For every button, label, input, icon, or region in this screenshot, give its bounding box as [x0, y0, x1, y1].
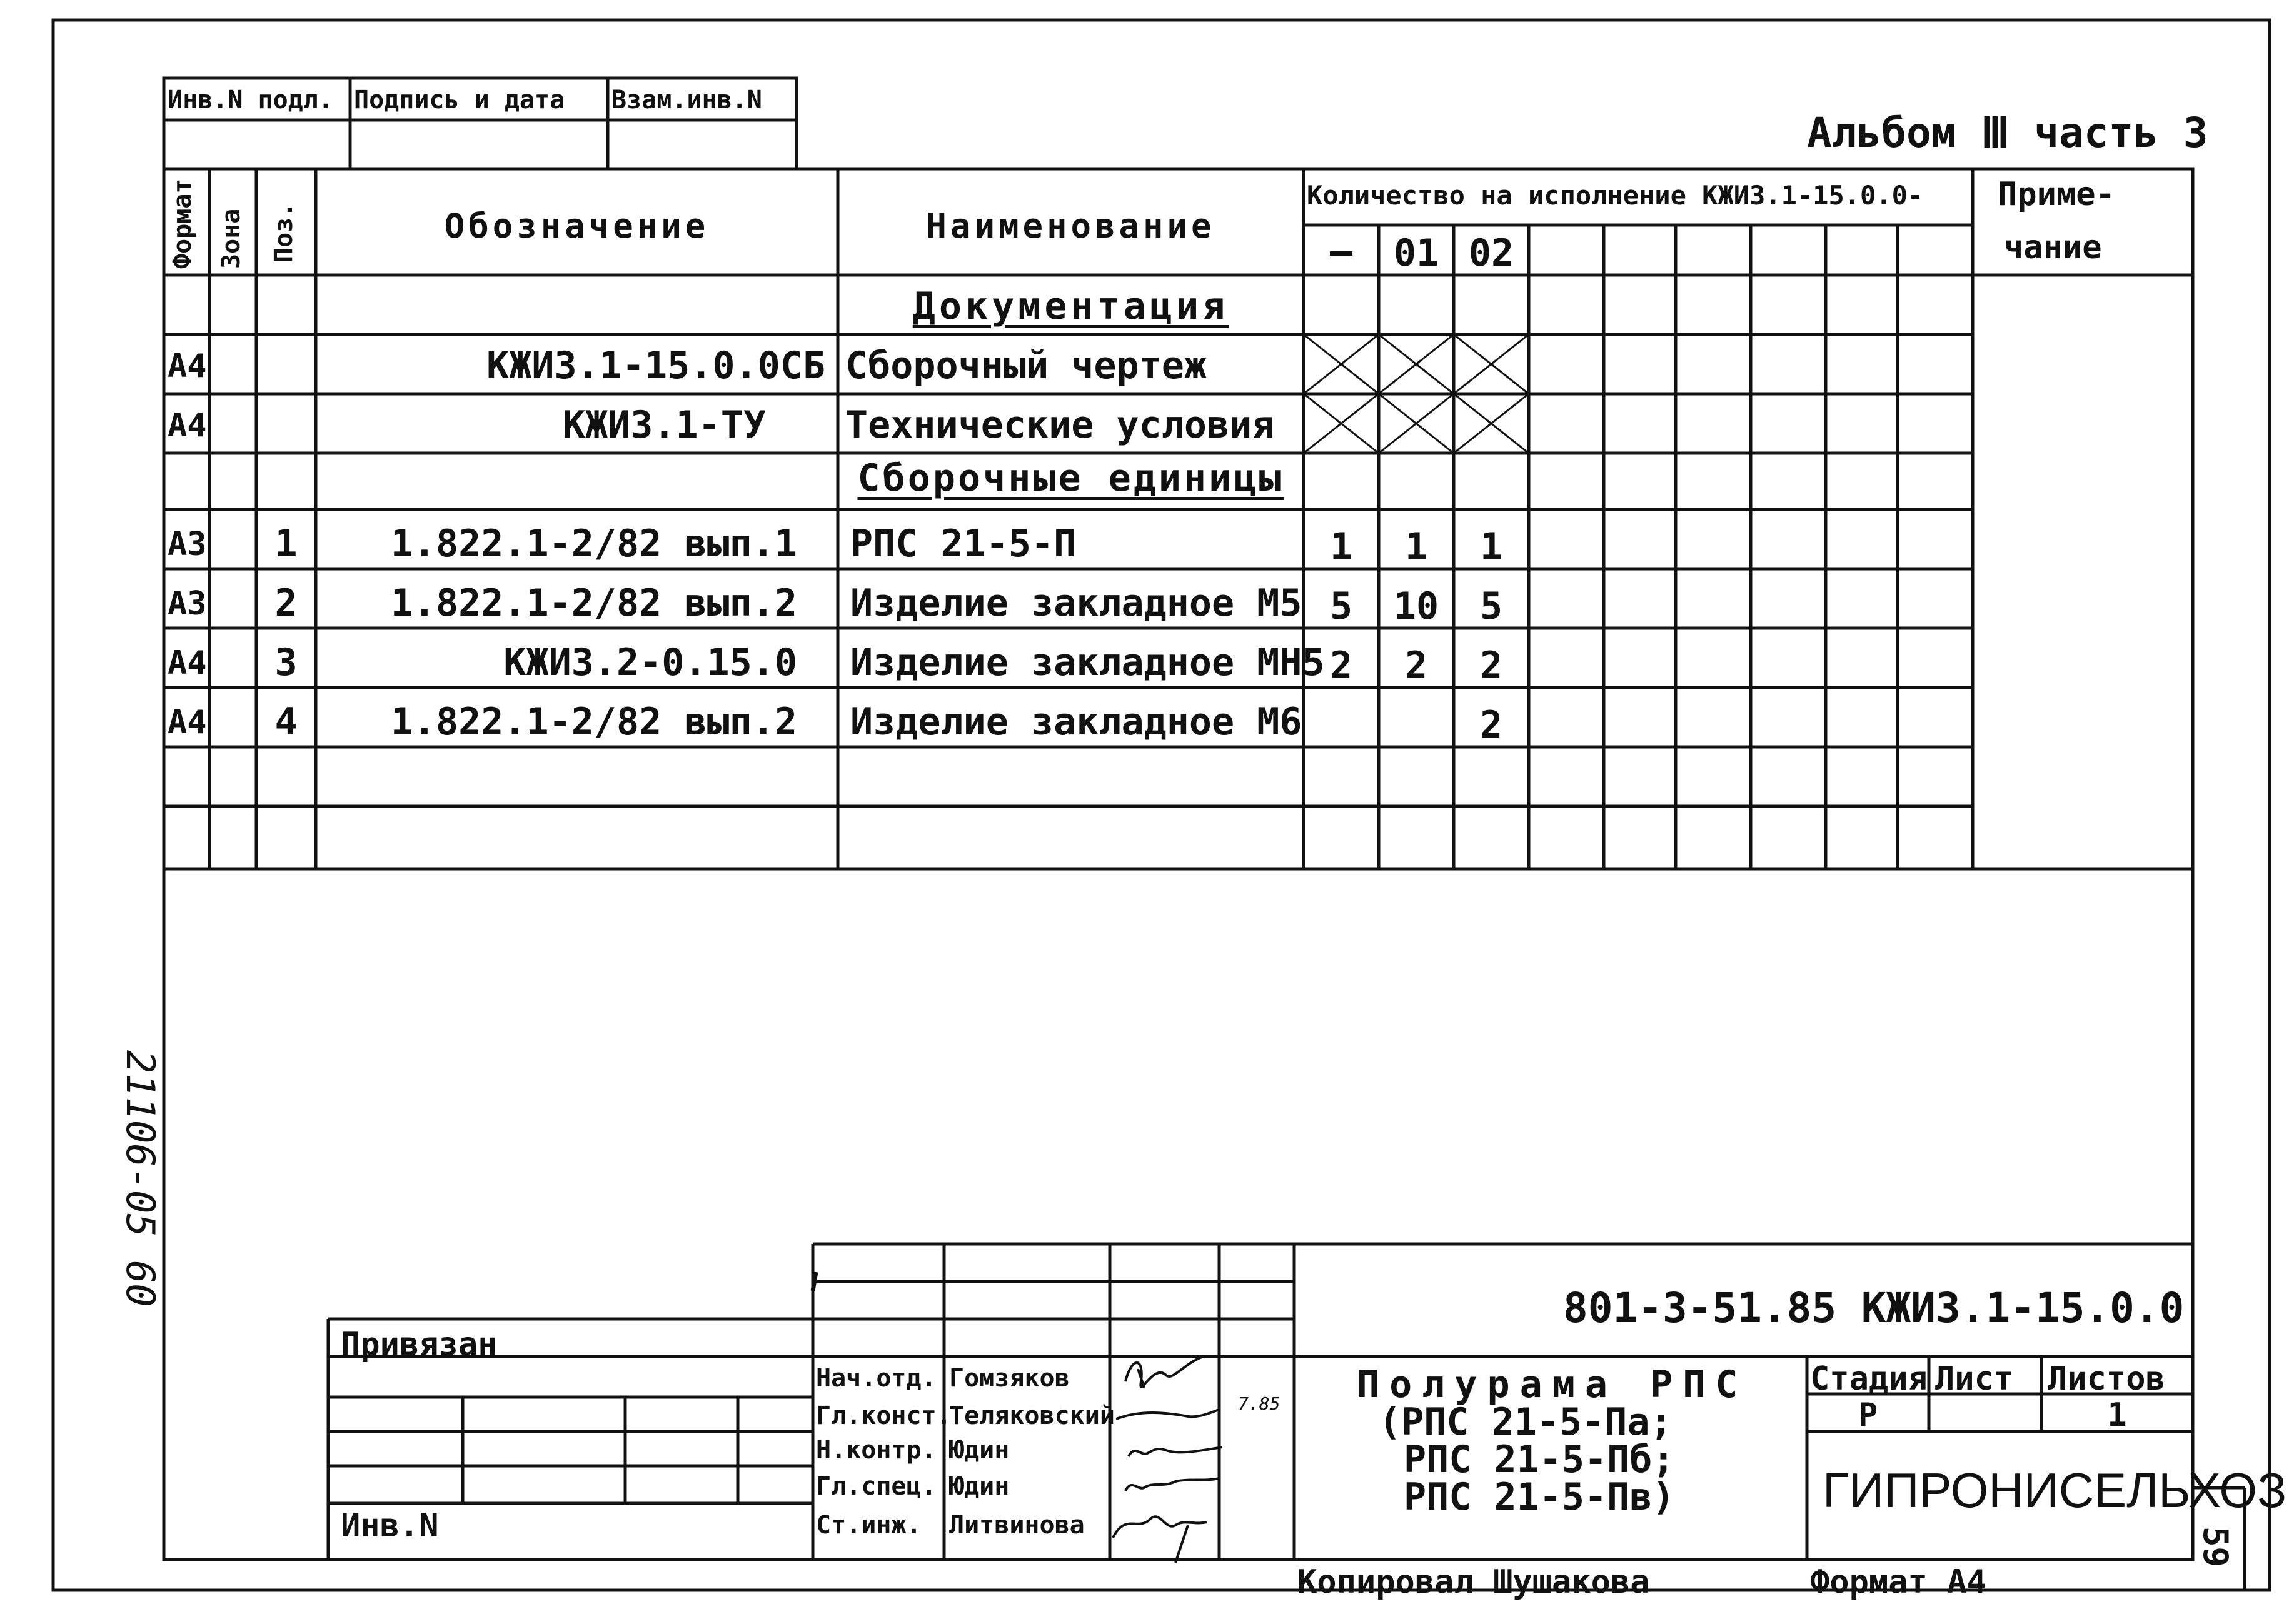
stage-value-listov: 1	[2107, 1396, 2127, 1434]
signer-role: Нач.отд.	[816, 1364, 937, 1393]
row-naimen: Изделие закладное М5	[850, 581, 1302, 625]
row-naimen: РПС 21-5-П	[850, 522, 1077, 566]
sign-date: 7.85	[1238, 1393, 1280, 1414]
page-number: 59	[2196, 1526, 2235, 1568]
row-qty: 2	[1404, 644, 1428, 688]
row-oboznach: 1.822.1-2/82 вып.2	[390, 581, 797, 625]
row-qty: 2	[1479, 644, 1503, 688]
header-kolich: Количество на исполнение КЖИ3.1-15.0.0-	[1307, 180, 1924, 211]
header-zona: Зона	[217, 208, 246, 269]
privyazan-label: Привязан	[341, 1326, 498, 1363]
row-format: А4	[168, 348, 207, 385]
signature-strokes	[1113, 1356, 1222, 1563]
signer-role: Гл.спец.	[816, 1472, 937, 1501]
stamp-podpis: Подпись и дата	[354, 86, 565, 114]
title-line-1: Полурама РПС	[1357, 1363, 1748, 1406]
stage-label-listov: Листов	[2048, 1360, 2165, 1398]
signer-name: Литвинова	[949, 1511, 1085, 1540]
doc-code: 801-3-51.85 КЖИ3.1-15.0.0	[1563, 1284, 2185, 1332]
row-poz: 4	[274, 700, 298, 744]
title-line-3: РПС 21-5-Пб;	[1404, 1438, 1675, 1481]
album-label: Альбом Ⅲ часть 3	[1807, 109, 2208, 157]
row-poz: 2	[274, 581, 298, 625]
stage-value-stadiya: Р	[1858, 1396, 1878, 1434]
side-number: 21106-05 60	[118, 1050, 163, 1307]
stamp-vzam: Взам.инв.N	[611, 86, 762, 114]
stage-label-list: Лист	[1935, 1360, 2014, 1398]
signer-role: Н.контр.	[816, 1436, 937, 1465]
title-line-2: (РПС 21-5-Па;	[1379, 1400, 1673, 1444]
row-oboznach: 1.822.1-2/82 вып.1	[390, 522, 797, 566]
header-naimen: Наименование	[926, 206, 1215, 246]
signer-name: Юдин	[949, 1472, 1010, 1501]
signer-role: Ст.инж.	[816, 1511, 922, 1540]
page-number-wrapper	[2188, 1513, 2245, 1588]
row-qty: 5	[1329, 584, 1353, 628]
section-documentation: Документация	[912, 284, 1229, 328]
row-format: А4	[168, 704, 207, 741]
row-qty: 1	[1479, 525, 1503, 569]
row-format: А4	[168, 644, 207, 682]
row-qty: 10	[1393, 584, 1439, 628]
row-qty: 2	[1479, 703, 1503, 747]
inv-n-label: Инв.N	[341, 1507, 439, 1545]
row-naimen: Технические условия	[845, 403, 1275, 447]
signer-role: Гл.конст.	[816, 1401, 952, 1430]
row-naimen: Изделие закладное М6	[850, 700, 1302, 744]
side-number-wrapper	[116, 1050, 166, 1375]
row-naimen: Сборочный чертеж	[845, 344, 1207, 388]
row-qty: 1	[1404, 525, 1428, 569]
header-oboznach: Обозначение	[444, 206, 710, 246]
row-format: А3	[168, 585, 207, 623]
org-name: ГИПРОНИСЕЛЬХОЗ	[1823, 1463, 2287, 1518]
signer-name: Теляковский	[949, 1401, 1115, 1430]
stage-label-stadiya: Стадия	[1810, 1360, 1928, 1398]
row-poz: 1	[274, 522, 298, 566]
header-col-dash: —	[1329, 229, 1353, 273]
header-col-02: 02	[1468, 231, 1514, 275]
header-prim-1: Приме-	[1998, 176, 2115, 213]
row-qty: 1	[1329, 525, 1353, 569]
header-format: Формат	[168, 178, 197, 269]
format-label: Формат А4	[1810, 1563, 1986, 1601]
header-prim-2: чание	[2004, 229, 2102, 266]
title-line-4: РПС 21-5-Пв)	[1404, 1475, 1675, 1519]
row-naimen: Изделие закладное МН5	[850, 641, 1325, 684]
copied-by: Копировал Шушакова	[1297, 1563, 1650, 1601]
row-qty: 2	[1329, 644, 1353, 688]
row-oboznach: КЖИ3.2-0.15.0	[503, 641, 797, 684]
row-oboznach: КЖИ3.1-15.0.0СБ	[486, 344, 825, 388]
signer-name: Гомзяков	[949, 1364, 1070, 1393]
section-assembly-units: Сборочные единицы	[857, 456, 1284, 500]
header-col-01: 01	[1393, 231, 1439, 275]
row-oboznach: КЖИ3.1-ТУ	[562, 403, 766, 447]
row-poz: 3	[274, 641, 298, 684]
signer-name: Юдин	[949, 1436, 1010, 1465]
stamp-inv-podl: Инв.N подл.	[168, 86, 333, 114]
row-format: А3	[168, 526, 207, 563]
row-format: А4	[168, 407, 207, 444]
row-qty: 5	[1479, 584, 1503, 628]
row-oboznach: 1.822.1-2/82 вып.2	[390, 700, 797, 744]
header-poz: Поз.	[269, 202, 298, 263]
